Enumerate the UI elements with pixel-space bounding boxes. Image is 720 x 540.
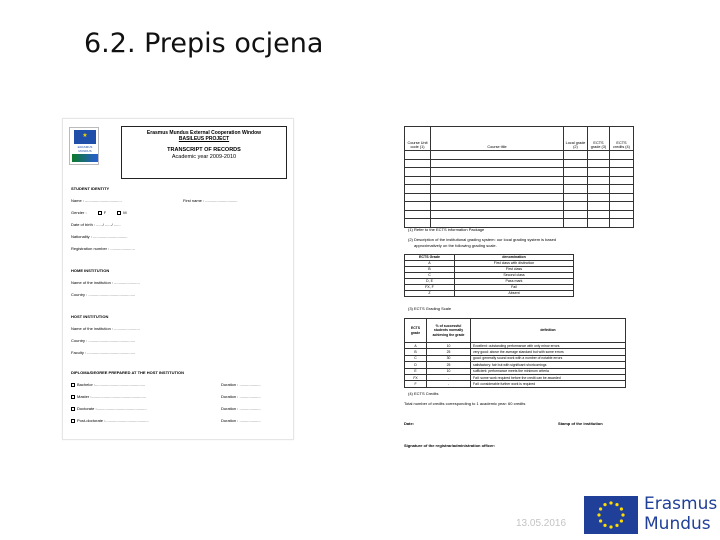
table-row: D 25 satisfactory: fair but with significant shortcomings (405, 362, 626, 368)
table-row: F - Fail: considerable further work is required (405, 381, 626, 387)
checkbox-icon (71, 395, 75, 399)
date-of-birth-field: Date of birth : ....../ ....../ ...... (71, 222, 121, 227)
nationality-field: Nationality : ............................... (71, 234, 128, 239)
table-row (405, 202, 634, 211)
eu-flag-icon (584, 496, 638, 534)
note-2b: approximatively on the following grading scale. (414, 243, 497, 248)
table-row: B First class (405, 267, 574, 273)
logo-text-mundus: Mundus (644, 514, 711, 534)
slide-title: 6.2. Prepis ocjena (84, 28, 324, 59)
table-row: D, E Pass mark (405, 279, 574, 285)
host-institution-name: Name of the institution : ....................... (71, 326, 140, 331)
table-header-row: Course Unit code (1) Course title Local grade (2) ECTS grade (3) ECTS credits (4) (405, 127, 634, 151)
home-institution-name: Name of the institution : ....................... (71, 280, 140, 285)
registration-number-field: Registration number : ...................... (71, 246, 135, 251)
table-row: FX, F Fail (405, 285, 574, 291)
host-institution-heading: HOST INSTITUTION (71, 314, 109, 319)
table-row (405, 185, 634, 194)
diploma-row: Bachelor :............................................. Duration : ................... (71, 383, 145, 388)
table-row: A 10 Excellent: outstanding performance with only minor errors (405, 343, 626, 349)
transcript-page-right (396, 120, 658, 460)
signature-label: Signature of the registrar/administration officer: (404, 443, 496, 448)
home-country: Country : .......................................... (71, 292, 136, 297)
host-country: Country : .......................................... (71, 338, 136, 343)
table-row: A First class with distinction (405, 261, 574, 267)
table-row: C 30 good: generally sound work with a number of notable errors (405, 355, 626, 361)
table-row: C Second class (405, 273, 574, 279)
checkbox-icon (98, 211, 102, 215)
table-row: FX - Fail: some work required before the credit can be awarded (405, 374, 626, 380)
note-3: (3) ECTS Grading Scale (408, 306, 452, 311)
slide-date: 13.05.2016 (516, 518, 567, 529)
checkbox-icon (117, 211, 121, 215)
checkbox-icon (71, 383, 75, 387)
table-row (405, 168, 634, 177)
table-row (405, 210, 634, 219)
host-faculty: Faculty : ........................................... (71, 350, 136, 355)
first-name-field: First name : ............................. (183, 198, 238, 203)
date-label: Date: (404, 421, 415, 426)
erasmus-mundus-small-logo: ★ ERASMUS MUNDUS (69, 127, 99, 165)
diploma-row: Master :................................................. Duration : ................... (71, 395, 146, 400)
name-field: Name : ................................. (71, 198, 122, 203)
grading-scale-table (404, 254, 574, 297)
table-row (405, 219, 634, 228)
table-header-row: ECTS Grade denomination (405, 255, 574, 261)
stamp-label: Stamp of the institution (558, 421, 603, 426)
note-1: (1) Refer to the ECTS information Package (408, 227, 485, 232)
table-row: B 25 very good: above the average standard but with some errors (405, 349, 626, 355)
table-row: Z Absent (405, 291, 574, 297)
table-row (405, 176, 634, 185)
document-header: Erasmus Mundus External Cooperation Window BASILEUS PROJECT TRANSCRIPT OF RECORDS Academic year 2009-2010 (121, 126, 287, 179)
erasmus-mundus-logo (584, 494, 718, 538)
table-header-row: ECTS grade % of successful students normally achieving the grade definition (405, 319, 626, 343)
total-credits-text: Total number of credits corresponding to 1 academic year: 60 credits (404, 401, 526, 406)
ects-definition-table (404, 318, 626, 388)
checkbox-icon (71, 419, 75, 423)
student-identity-heading: STUDENT IDENTITY (71, 186, 110, 191)
note-2: (2) Description of the institutional grading system: our local grading system is based (408, 237, 557, 242)
home-institution-heading: HOME INSTITUTION (71, 268, 110, 273)
table-row (405, 151, 634, 160)
logo-text-erasmus: Erasmus (644, 494, 718, 514)
table-row (405, 159, 634, 168)
table-row: E 10 sufficient: performance meets the minimum criteria (405, 368, 626, 374)
transcript-page-left (62, 118, 294, 440)
diploma-heading: DIPLOMA/DEGREE PREPARED AT THE HOST INSTITUTION (71, 370, 185, 375)
diploma-row: Post-doctorate :....................................... Duration : ................... (71, 419, 149, 424)
table-row (405, 193, 634, 202)
checkbox-icon (71, 407, 75, 411)
gender-field: Gender : F M (71, 210, 127, 216)
note-4: (4) ECTS Credits (408, 391, 439, 396)
diploma-row: Doctorate :............................................. Duration : ................... (71, 407, 147, 412)
eu-flag-icon: ★ (74, 130, 96, 144)
course-table (404, 126, 634, 228)
